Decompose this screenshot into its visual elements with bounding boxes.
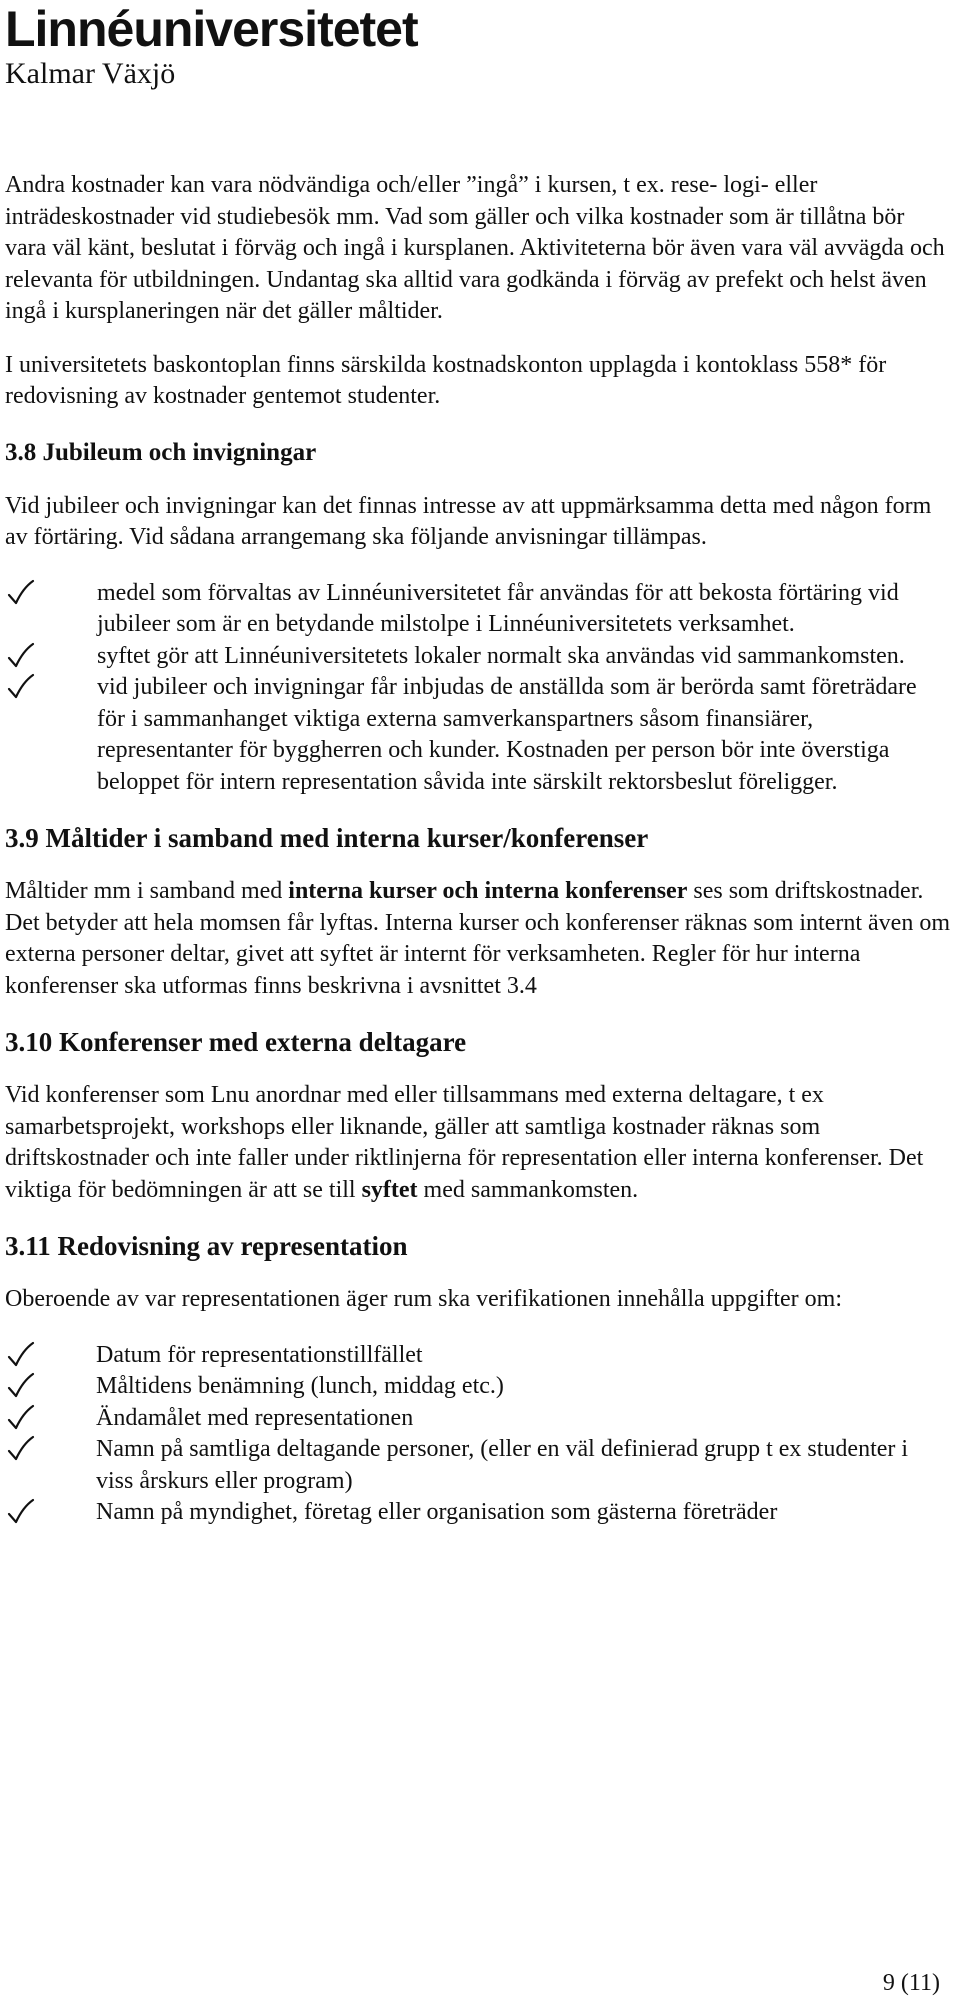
section-3-11-heading: 3.11 Redovisning av representation — [5, 1231, 408, 1261]
check-icon — [5, 1403, 35, 1433]
intro-paragraph-2: I universitetets baskontoplan finns särskilda kostnadskonton upplagda i kontoklass 558* för redovisning av kostnader gentemot studenter. — [5, 351, 887, 409]
check-icon — [5, 1371, 35, 1401]
checklist-item-text: Datum för representationstillfället — [96, 1341, 423, 1368]
checklist-item — [5, 1434, 950, 1497]
section-3-10-body-text: Vid konferenser som Lnu anordnar med eller tillsammans med externa deltagare, t ex samarbetsprojekt, workshops eller liknande, gäller att samtliga kostnader räknas som driftskostnader och inte faller under riktlinjerna för representation eller interna konferenser. Det viktiga för bedömningen är att se till — [5, 1082, 924, 1203]
checklist-item-text: Namn på samtliga deltagande personer, (eller en väl definierad grupp t ex studenter i viss årskurs eller program) — [96, 1436, 909, 1494]
logo-name: Linnéuniversitetet — [5, 1, 418, 57]
checklist-item-text: Namn på myndighet, företag eller organisation som gästerna företräder — [96, 1499, 778, 1525]
checklist-item-text: vid jubileer och invigningar får inbjudas de anställda som är berörda samt företrädare för i sammanhanget viktiga externa samverkanspartners såsom finansiärer, representanter för byggherren och kunder. Kostnaden per person bör inte överstiga beloppet för intern representation såvida inte särskilt rektorsbeslut föreligger. — [97, 674, 917, 795]
section-3-8-body: Vid jubileer och invigningar kan det finnas intresse av att uppmärksamma detta med någon form av förtäring. Vid sådana arrangemang ska följande anvisningar tillämpas. — [5, 492, 932, 550]
university-logo — [5, 2, 418, 90]
checklist-item-text: medel som förvaltas av Linnéuniversitetet får användas för att bekosta förtäring vid jubileer som är en betydande milstolpe i Linnéuniversitetets verksamhet. — [97, 579, 899, 637]
section-3-9-heading: 3.9 Måltider i samband med interna kurser/konferenser — [5, 823, 649, 853]
checklist-item — [5, 1497, 950, 1529]
section-3-10-body-text: med sammankomsten. — [417, 1176, 639, 1203]
checklist-item-text: Måltidens benämning (lunch, middag etc.) — [96, 1373, 504, 1399]
checklist-item — [5, 1403, 950, 1435]
section-3-8-heading: 3.8 Jubileum och invigningar — [5, 438, 317, 466]
document-body — [5, 170, 950, 1553]
checklist-item — [5, 1371, 950, 1403]
checklist-item — [5, 641, 950, 673]
section-3-11-body: Oberoende av var representationen äger rum ska verifikationen innehålla uppgifter om: — [5, 1286, 842, 1312]
section-3-9-body — [5, 876, 950, 1002]
section-3-9-body-text: Måltider mm i samband med — [5, 878, 289, 904]
section-3-9-body-emphasis: interna kurser och interna konferenser — [288, 878, 688, 904]
check-icon — [5, 641, 35, 671]
checklist-item — [5, 578, 950, 641]
page-number: 9 (11) — [882, 1970, 940, 1996]
checklist-item-text: syftet gör att Linnéuniversitetets lokaler normalt ska användas vid sammankomsten. — [97, 642, 905, 669]
check-icon — [5, 1497, 35, 1527]
checklist-item — [5, 1340, 950, 1372]
check-icon — [5, 1434, 35, 1464]
check-icon — [5, 672, 35, 702]
section-3-10-body — [5, 1080, 950, 1206]
check-icon — [5, 578, 35, 608]
section-3-10-heading: 3.10 Konferenser med externa deltagare — [5, 1027, 467, 1057]
checklist-item — [5, 672, 950, 798]
section-3-11-checklist — [5, 1340, 950, 1529]
section-3-9-body-text: ses som driftskostnader. Det betyder att hela momsen får lyftas. Interna kurser och konferenser räknas som internt även om externa personer deltar, givet att syftet är internt för verksamheten. Regler för hur interna konferenser ska utformas finns beskrivna i avsnittet 3.4 — [5, 878, 950, 999]
section-3-8-checklist — [5, 578, 950, 799]
check-icon — [5, 1340, 35, 1370]
intro-paragraph-1: Andra kostnader kan vara nödvändiga och/eller ”ingå” i kursen, t ex. rese- logi- eller inträdeskostnader vid studiebesök mm. Vad som gäller och vilka kostnader som är tillåtna bör vara väl känt, beslutat i förväg och ingå i kursplanen. Aktiviteterna bör även vara väl avvägda och relevanta för utbildningen. Undantag ska alltid vara godkända i förväg av prefekt och helst även ingå i kursplaneringen när det gäller måltider. — [5, 172, 945, 324]
logo-subtitle: Kalmar Växjö — [5, 57, 176, 90]
section-3-10-body-emphasis: syftet — [361, 1176, 418, 1203]
checklist-item-text: Ändamålet med representationen — [96, 1404, 414, 1431]
